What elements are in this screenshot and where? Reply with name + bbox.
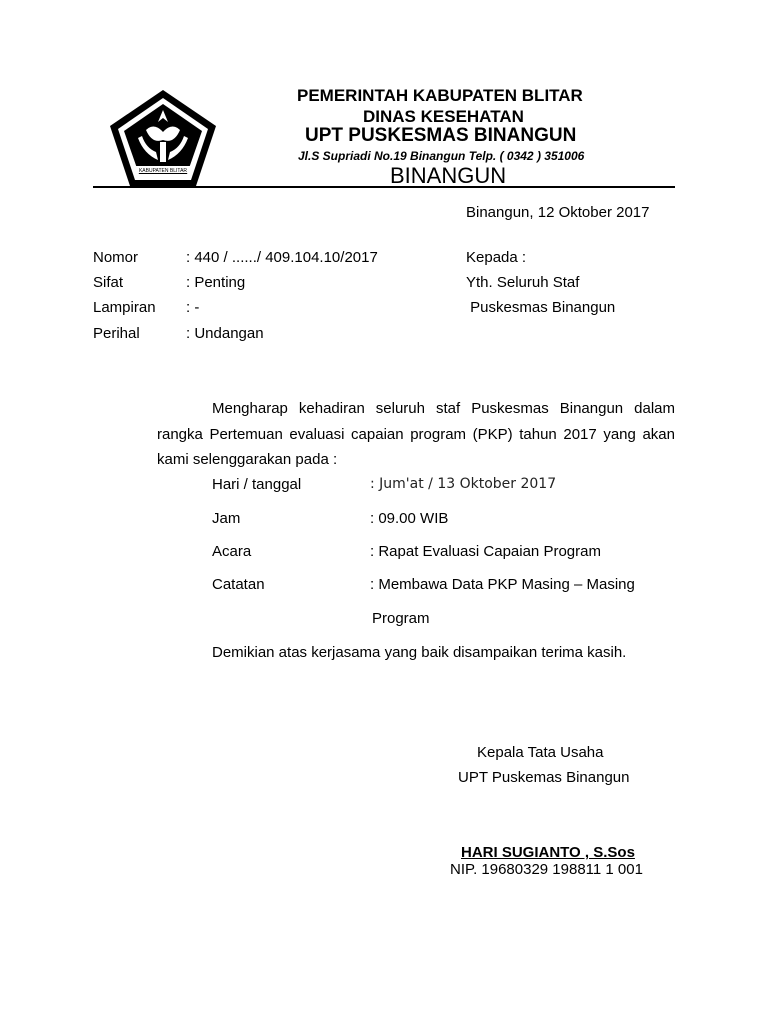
header-institution: UPT PUSKESMAS BINANGUN bbox=[305, 125, 577, 146]
signature-nip: NIP. 19680329 198811 1 001 bbox=[450, 861, 643, 878]
header-address: Jl.S Supriadi No.19 Binangun Telp. ( 0342 ) 351006 bbox=[298, 149, 585, 163]
detail-label-catatan: Catatan bbox=[212, 576, 265, 593]
signature-title2: UPT Puskemas Binangun bbox=[458, 769, 630, 786]
detail-value-catatan: : Membawa Data PKP Masing – Masing bbox=[370, 576, 635, 593]
body-paragraph-line3: kami selenggarakan pada : bbox=[157, 451, 338, 468]
detail-label-jam: Jam bbox=[212, 510, 241, 527]
meta-value-perihal: : Undangan bbox=[186, 325, 264, 342]
meta-value-nomor: : 440 / ....../ 409.104.10/2017 bbox=[186, 249, 378, 266]
signature-title1: Kepala Tata Usaha bbox=[477, 744, 604, 761]
logo-caption: KABUPATEN BLITAR bbox=[138, 168, 188, 174]
meta-label-nomor: Nomor bbox=[93, 249, 139, 266]
closing-sentence: Demikian atas kerjasama yang baik disampaikan terima kasih. bbox=[212, 644, 627, 661]
recipient-line2: Puskesmas Binangun bbox=[466, 299, 616, 316]
recipient-to: Kepada : bbox=[466, 249, 527, 266]
signature-name: HARI SUGIANTO , S.Sos bbox=[461, 844, 635, 861]
detail-label-acara: Acara bbox=[212, 543, 252, 560]
header-city: BINANGUN bbox=[390, 163, 507, 188]
detail-label-hari: Hari / tanggal bbox=[212, 476, 302, 493]
recipient-line1: Yth. Seluruh Staf bbox=[466, 274, 580, 291]
detail-value-hari: : Jum'at / 13 Oktober 2017 bbox=[370, 476, 557, 492]
detail-value-catatan-cont: Program bbox=[372, 610, 430, 627]
letterhead-divider bbox=[93, 186, 675, 188]
kabupaten-blitar-logo bbox=[108, 88, 218, 188]
meta-label-perihal: Perihal bbox=[93, 325, 140, 342]
header-government: PEMERINTAH KABUPATEN BLITAR bbox=[297, 86, 583, 105]
letter-date: Binangun, 12 Oktober 2017 bbox=[466, 204, 650, 221]
meta-value-lampiran: : - bbox=[186, 299, 200, 316]
meta-label-sifat: Sifat bbox=[93, 274, 124, 291]
header-department: DINAS KESEHATAN bbox=[363, 107, 524, 126]
body-paragraph-line1: Mengharap kehadiran seluruh staf Puskesmas Binangun dalam bbox=[212, 400, 675, 417]
meta-label-lampiran: Lampiran bbox=[93, 299, 156, 316]
meta-value-sifat: : Penting bbox=[186, 274, 246, 291]
detail-value-acara: : Rapat Evaluasi Capaian Program bbox=[370, 543, 601, 560]
detail-value-jam: : 09.00 WIB bbox=[370, 510, 449, 527]
body-paragraph-line2: rangka Pertemuan evaluasi capaian program (PKP) tahun 2017 yang akan bbox=[157, 426, 675, 443]
